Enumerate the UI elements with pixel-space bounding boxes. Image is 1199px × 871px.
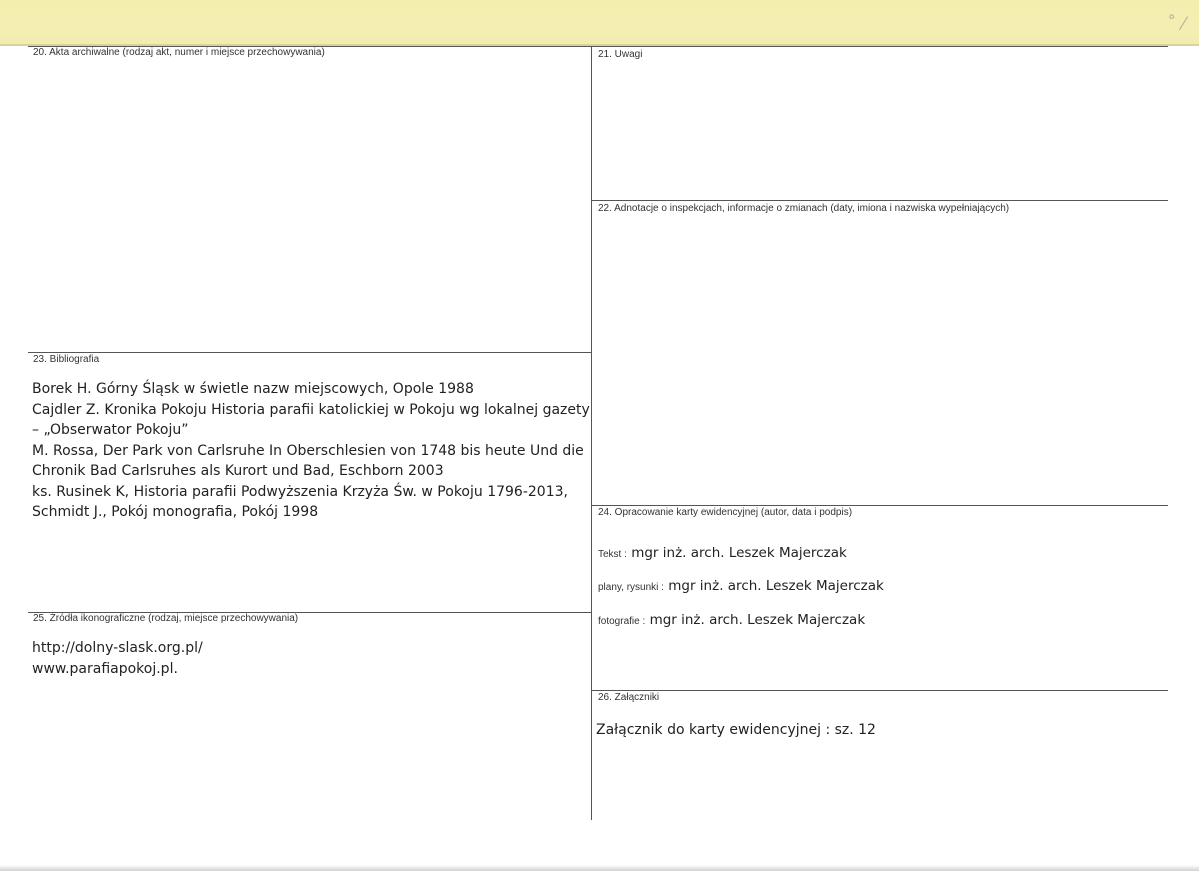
record-card-page bbox=[28, 46, 1168, 820]
author-text-line bbox=[598, 545, 847, 561]
bibliography-entry: M. Rossa, Der Park von Carlsruhe In Oberschlesien von 1748 bis heute Und die bbox=[32, 442, 584, 459]
author-text-value: mgr inż. arch. Leszek Majerczak bbox=[631, 545, 847, 561]
section-23-rule bbox=[28, 352, 591, 353]
attachments-value: Załącznik do karty ewidencyjnej : sz. 12 bbox=[596, 722, 876, 738]
section-21-rule bbox=[592, 46, 1168, 47]
author-plans-prefix: plany, rysunki : bbox=[598, 582, 664, 593]
section-23-label: 23. Bibliografia bbox=[33, 354, 100, 365]
author-photos-value: mgr inż. arch. Leszek Majerczak bbox=[649, 612, 866, 628]
bibliography-entry: Chronik Bad Carlsruhes als Kurort und Bad, Eschborn 2003 bbox=[32, 463, 444, 479]
bibliography-entry: Cajdler Z. Kronika Pokoju Historia parafii katolickiej w Pokoju wg lokalnej gazety bbox=[32, 401, 590, 418]
author-photos-prefix: fotografie : bbox=[598, 616, 646, 627]
column-divider bbox=[591, 46, 592, 820]
source-link: http://dolny-slask.org.pl/ bbox=[32, 640, 203, 656]
section-22-rule bbox=[592, 200, 1168, 201]
bibliography-entry: ks. Rusinek K, Historia parafii Podwyższenia Krzyża Św. w Pokoju 1796-2013, bbox=[32, 483, 568, 500]
corner-mark: ˚ ⁄ bbox=[1167, 14, 1185, 35]
section-22-label: 22. Adnotacje o inspekcjach, informacje o zmianach (daty, imiona i nazwiska wypełniających) bbox=[598, 203, 1010, 214]
author-text-prefix: Tekst : bbox=[598, 549, 627, 560]
bibliography-list bbox=[32, 379, 590, 523]
section-20-label: 20. Akta archiwalne (rodzaj akt, numer i miejsce przechowywania) bbox=[33, 47, 325, 58]
bibliography-entry: Schmidt J., Pokój monografia, Pokój 1998 bbox=[32, 504, 319, 520]
section-24-label: 24. Opracowanie karty ewidencyjnej (autor, data i podpis) bbox=[598, 507, 853, 518]
author-plans-value: mgr inż. arch. Leszek Majerczak bbox=[668, 578, 884, 594]
bibliography-entry: – „Obserwator Pokoju” bbox=[32, 422, 189, 438]
section-21-label: 21. Uwagi bbox=[598, 49, 643, 60]
iconographic-sources-list bbox=[32, 638, 203, 679]
section-26-label: 26. Załączniki bbox=[598, 692, 660, 703]
section-25-label: 25. Źródła ikonograficzne (rodzaj, miejsce przechowywania) bbox=[33, 613, 299, 624]
paper-top-strip bbox=[0, 0, 1199, 46]
author-photos-line bbox=[598, 612, 865, 628]
page-bottom-edge bbox=[0, 865, 1199, 871]
section-26-rule bbox=[592, 690, 1168, 691]
section-24-rule bbox=[592, 505, 1168, 506]
source-link: www.parafiapokoj.pl. bbox=[32, 660, 178, 677]
bibliography-entry: Borek H. Górny Śląsk w świetle nazw miejscowych, Opole 1988 bbox=[32, 381, 474, 397]
author-plans-line bbox=[598, 578, 884, 594]
